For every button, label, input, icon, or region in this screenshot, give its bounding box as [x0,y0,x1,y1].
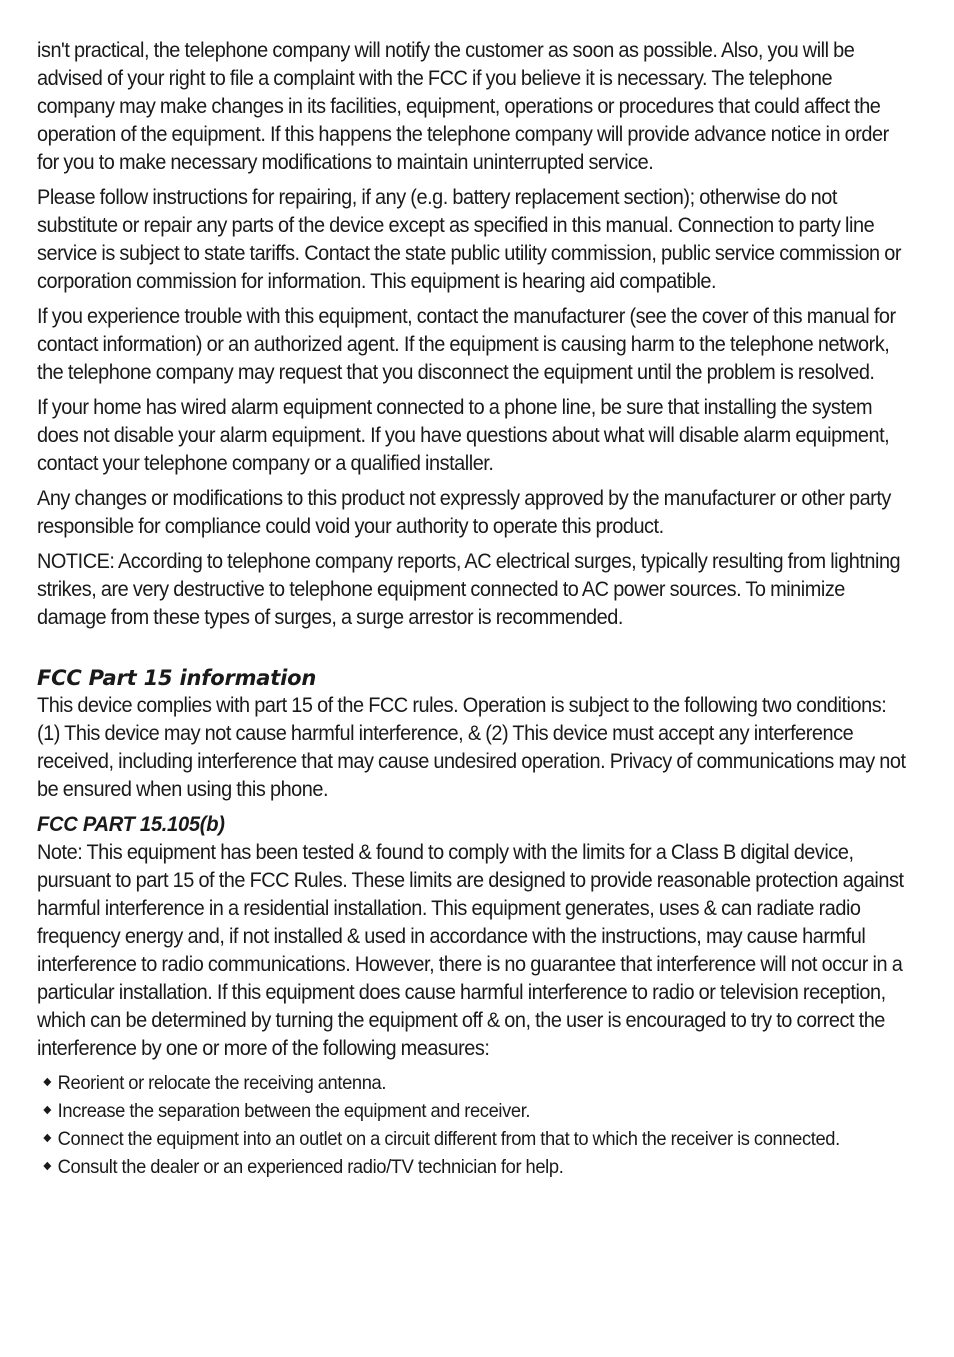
paragraph-fcc-15-105b-body: Note: This equipment has been tested & found to comply with the limits for a Class B digital device, pursuant to part 15 of the FCC Rules. These limits are designed to provide reasonable protection against harmful interference in a residential installation. This equipment generates, uses & can radiate radio frequency energy and, if not installed & used in accordance with the instructions, may cause harmful interference to radio communications. However, there is no guarantee that interference will not occur in a particular installation. If this equipment does cause harmful interference to radio or television reception, which can be determined by turning the equipment off & on, the user is encouraged to try to correct the interference by one or more of the following measures: [37,841,904,1060]
measures-list [37,1070,907,1180]
paragraph-trouble-contact: If you experience trouble with this equipment, contact the manufacturer (see the cover of this manual for contact information) or an authorized agent. If the equipment is causing harm to the telephone network, the telephone company may request that you disconnect the equipment until the problem is resolved. [37,305,896,384]
diamond-bullet-icon [43,1162,51,1170]
list-item [37,1098,885,1124]
paragraph-surge-notice: NOTICE: According to telephone company reports, AC electrical surges, typically resulting from lightning strikes, are very destructive to telephone equipment connected to AC power sources. To minimize damage from these types of surges, a surge arrestor is recommended. [37,550,901,629]
paragraph-modifications-warning: Any changes or modifications to this product not expressly approved by the manufacturer or other party responsible for compliance could void your authority to operate this product. [37,487,891,538]
paragraph-fcc-part-15-body: This device complies with part 15 of the FCC rules. Operation is subject to the following two conditions: (1) This device may not cause harmful interference, & (2) This device must accept any interference received, including interference that may cause undesired operation. Privacy of communications may not be ensured when using this phone. [37,694,906,801]
paragraph-repair-instructions: Please follow instructions for repairing, if any (e.g. battery replacement section); otherwise do not substitute or repair any parts of the device except as specified in this manual. Connection to party line service is subject to state tariffs. Contact the state public utility commission, public service commission or corporation commission for information. This equipment is hearing aid compatible. [37,186,902,293]
list-item [37,1154,885,1180]
list-item [37,1070,885,1096]
diamond-bullet-icon [43,1078,51,1086]
list-item [37,1126,885,1152]
paragraph-telephone-company-changes: isn't practical, the telephone company will notify the customer as soon as possible. Also, you will be advised of your right to file a complaint with the FCC if you believe it is necessary. The telephone company may make changes in its facilities, equipment, operations or procedures that could affect the operation of the equipment. If this happens the telephone company will provide advance notice in order for you to make necessary modifications to maintain uninterrupted service. [37,39,889,174]
list-item-text: Reorient or relocate the receiving antenna. [57,1072,387,1094]
document-page [37,37,907,1182]
list-item-text: Connect the equipment into an outlet on a circuit different from that to which the receiver is connected. [57,1128,840,1150]
section-heading-fcc-part-15: FCC Part 15 information [37,666,317,690]
list-item-text: Increase the separation between the equipment and receiver. [57,1100,531,1122]
section-heading-fcc-15-105b: FCC PART 15.105(b) [37,813,225,836]
diamond-bullet-icon [43,1106,51,1114]
list-item-text: Consult the dealer or an experienced radio/TV technician for help. [57,1156,564,1178]
diamond-bullet-icon [43,1134,51,1142]
paragraph-alarm-equipment: If your home has wired alarm equipment connected to a phone line, be sure that installing the system does not disable your alarm equipment. If you have questions about what will disable alarm equipment, contact your telephone company or a qualified installer. [37,396,890,475]
